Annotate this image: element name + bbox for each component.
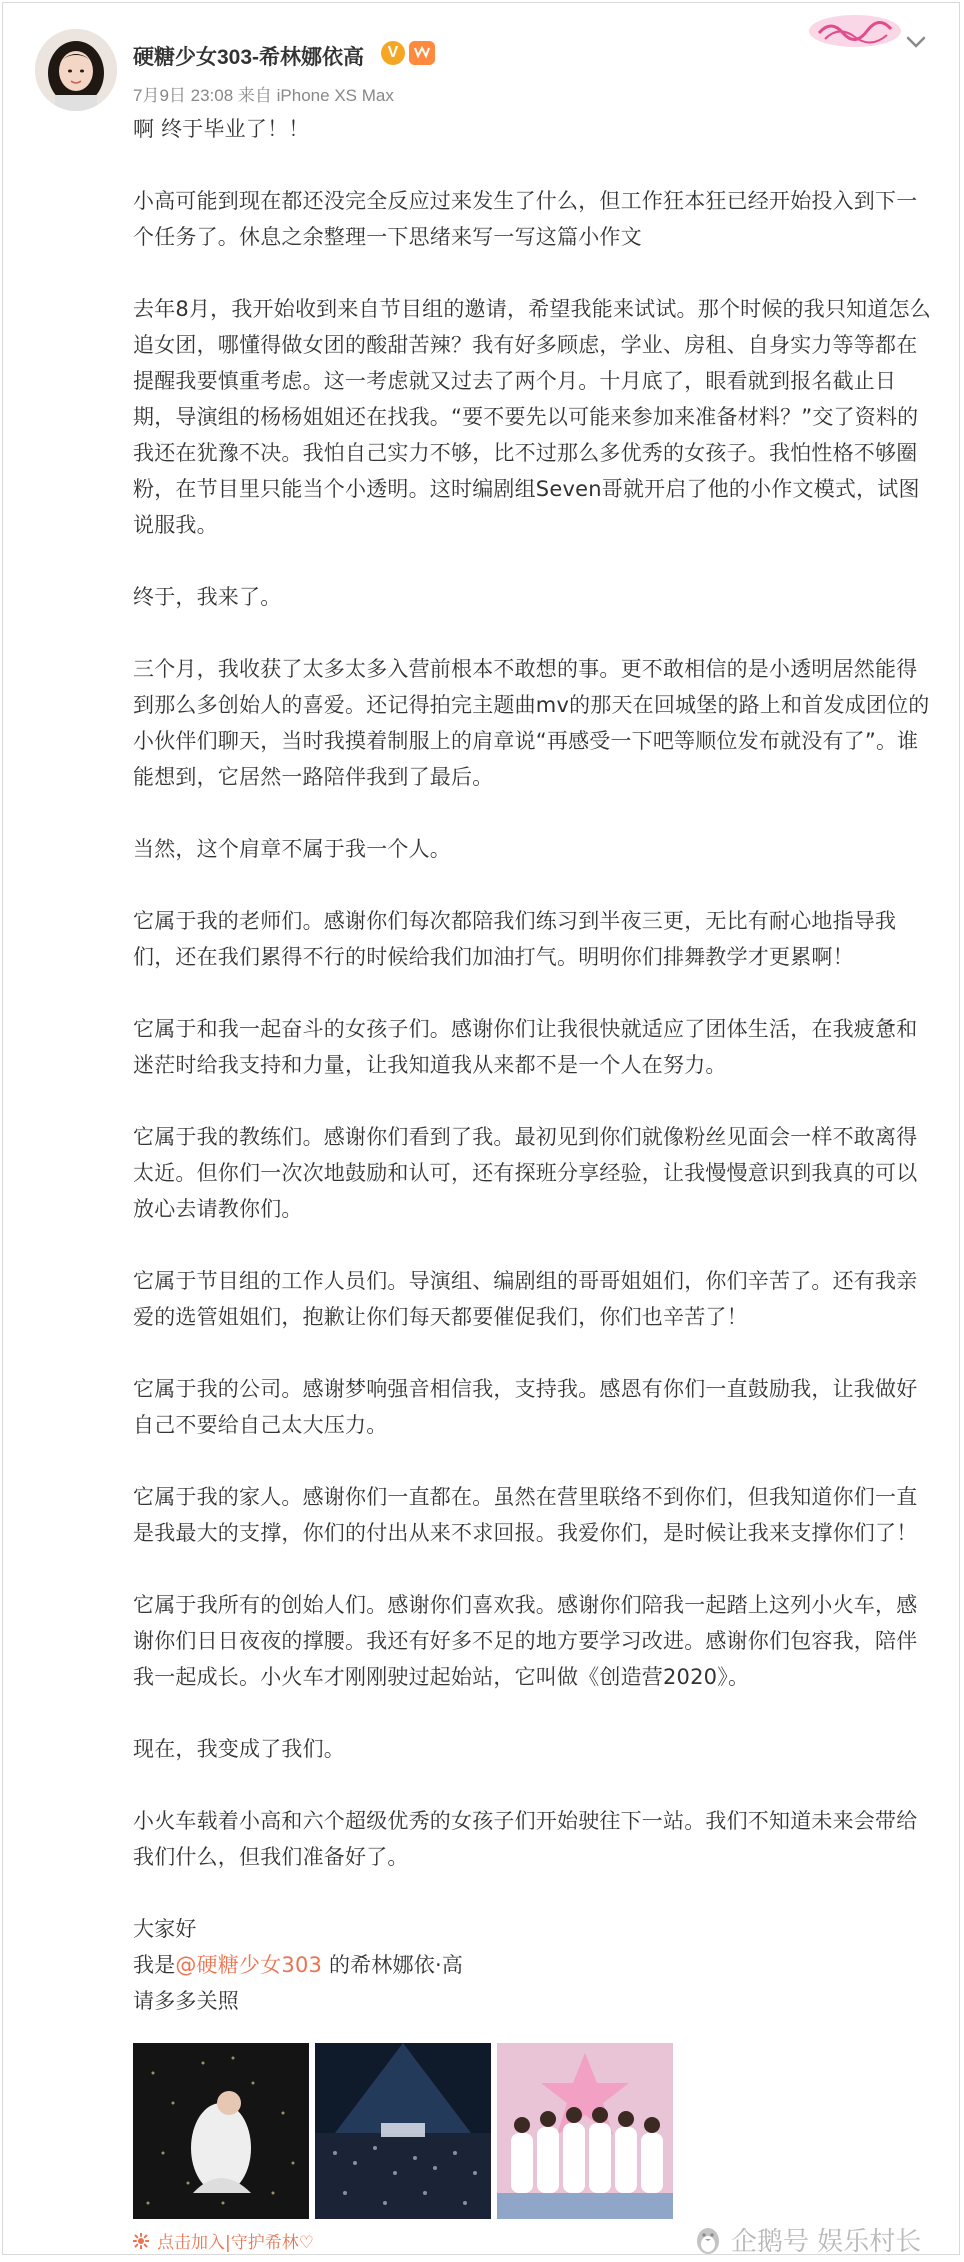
post-paragraph: 现在，我变成了我们。: [133, 1737, 345, 1761]
supertopic-link[interactable]: [133, 2228, 314, 2253]
signature-closing: 请多多关照: [133, 1989, 239, 2013]
post-paragraph: 它属于我的家人。感谢你们一直都在。虽然在营里联络不到你们，但我知道你们一直是我最大的支撑，你们的付出从来不求回报。我爱你们，是时候让我来支撑你们了！: [133, 1485, 918, 1545]
post-paragraph: 去年8月，我开始收到来自节目组的邀请，希望我能来试试。那个时候的我只知道怎么追女团，哪懂得做女团的酸甜苦辣？我有好多顾虑，学业、房租、自身实力等等都在提醒我要慎重考虑。这一考虑就又过去了两个月。十月底了，眼看就到报名截止日期，导演组的杨杨姐姐还在找我。“要不要先以可能来参加来准备材料？”交了资料的我还在犹豫不决。我怕自己实力不够，比不过那么多优秀的女孩子。我怕性格不够圈粉，在节目里只能当个小透明。这时编剧组Seven哥就开启了他的小作文模式，试图说服我。: [133, 297, 931, 537]
stage-performance-photo[interactable]: [133, 2043, 309, 2219]
source-prefix: 来自: [237, 86, 272, 105]
mention-link[interactable]: @硬糖少女303: [175, 1953, 323, 1977]
card-stamp-decoration: [805, 9, 905, 53]
post-paragraph: 三个月，我收获了太多太多入营前根本不敢想的事。更不敢相信的是小透明居然能得到那么多创始人的喜爱。还记得拍完主题曲mv的那天在回城堡的路上和首发成团位的小伙伴们聊天，当时我摸着制服上的肩章说“再感受一下吧等顺位发布就没有了”。谁能想到，它居然一路陪伴我到了最后。: [133, 657, 930, 789]
post-paragraph: 它属于我所有的创始人们。感谢你们喜欢我。感谢你们陪我一起踏上这列小火车，感谢你们日日夜夜的撑腰。我还有好多不足的地方要学习改进。感谢你们包容我，陪伴我一起成长。小火车才刚刚驶过起始站，它叫做《创造营2020》。: [133, 1593, 918, 1689]
post-paragraph: 小高可能到现在都还没完全反应过来发生了什么，但工作狂本狂已经开始投入到下一个任务了。休息之余整理一下思绪来写一写这篇小作文: [133, 189, 918, 249]
device-name: iPhone XS Max: [276, 86, 394, 105]
chevron-down-icon[interactable]: [903, 29, 929, 55]
author-badges: [381, 41, 435, 65]
post-paragraph: 终于，我来了。: [133, 585, 282, 609]
avatar[interactable]: [35, 29, 117, 111]
post-paragraph: 它属于和我一起奋斗的女孩子们。感谢你们让我很快就适应了团体生活，在我疲惫和迷茫时给我支持和力量，让我知道我从来都不是一个人在努力。: [133, 1017, 918, 1077]
concert-crowd-photo[interactable]: [315, 2043, 491, 2219]
vip-level-icon[interactable]: [409, 41, 435, 65]
supertopic-icon: [133, 2233, 149, 2249]
post-date[interactable]: 7月9日 23:08: [133, 86, 234, 105]
post-paragraph: 啊 终于毕业了！！: [133, 117, 310, 141]
verified-v-icon[interactable]: V: [381, 41, 405, 65]
signature-prefix: 我是: [133, 1953, 176, 1977]
post-paragraph: 当然，这个肩章不属于我一个人。: [133, 837, 451, 861]
author-name[interactable]: 硬糖少女303-希林娜依高: [133, 46, 365, 69]
group-photo[interactable]: [497, 2043, 673, 2219]
signature-intro: [133, 1947, 933, 1983]
post-body: [133, 111, 933, 2019]
photo-grid: [133, 2043, 673, 2219]
post-paragraph: 它属于节目组的工作人员们。导演组、编剧组的哥哥姐姐们，你们辛苦了。还有我亲爱的选管姐姐们，抱歉让你们每天都要催促我们，你们也辛苦了！: [133, 1269, 918, 1329]
post-paragraph: 小火车载着小高和六个超级优秀的女孩子们开始驶往下一站。我们不知道未来会带给我们什么，但我们准备好了。: [133, 1809, 918, 1869]
source-watermark: [693, 2221, 921, 2258]
supertopic-label[interactable]: 点击加入|守护希林♡: [157, 2233, 314, 2253]
post-paragraph: 它属于我的公司。感谢梦响强音相信我，支持我。感恩有你们一直鼓励我，让我做好自己不要给自己太大压力。: [133, 1377, 918, 1437]
weibo-post-card: [2, 2, 960, 2255]
signature-greeting: 大家好: [133, 1917, 197, 1941]
post-paragraph: 它属于我的老师们。感谢你们每次都陪我们练习到半夜三更，无比有耐心地指导我们，还在我们累得不行的时候给我们加油打气。明明你们排舞教学才更累啊！: [133, 909, 897, 969]
penguin-icon: [693, 2225, 723, 2255]
signature-suffix: 的希林娜依·高: [322, 1953, 464, 1977]
watermark-text: 企鹅号 娱乐村长: [731, 2227, 922, 2257]
post-meta: [133, 81, 394, 106]
post-paragraph: 它属于我的教练们。感谢你们看到了我。最初见到你们就像粉丝见面会一样不敢离得太近。但你们一次次地鼓励和认可，还有探班分享经验，让我慢慢意识到我真的可以放心去请教你们。: [133, 1125, 918, 1221]
